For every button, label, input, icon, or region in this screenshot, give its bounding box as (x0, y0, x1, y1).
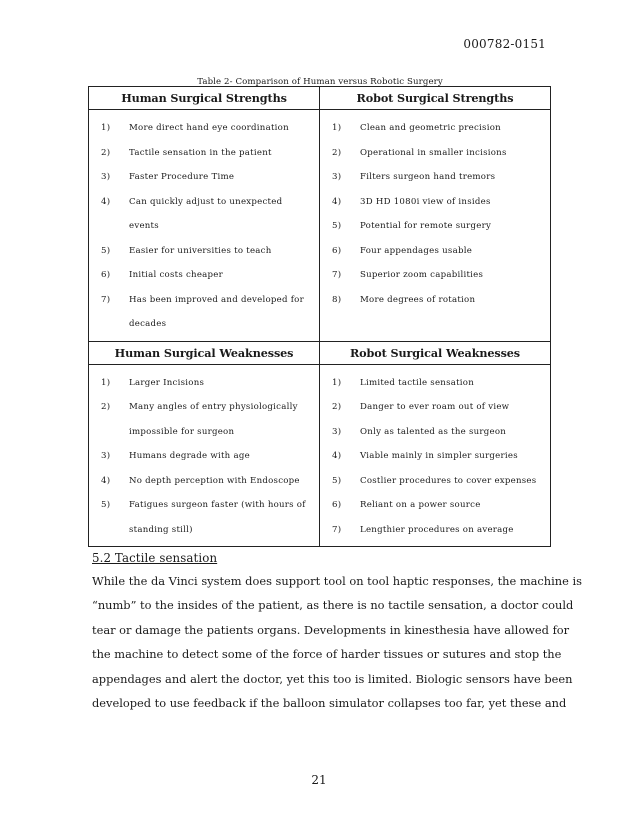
robot-weaknesses-header: Robot Surgical Weaknesses (320, 341, 551, 364)
list-item: 7) Lengthier procedures on average (332, 524, 514, 535)
list-item: 1) Limited tactile sensation (332, 377, 475, 388)
human-strengths-cell (89, 110, 320, 342)
list-item: 2) Many angles of entry physiologically impossible for surgeon (101, 402, 298, 437)
human-weaknesses-header: Human Surgical Weaknesses (89, 341, 320, 364)
human-strengths-list (89, 110, 319, 341)
list-item: 4) No depth perception with Endoscope (101, 475, 300, 486)
list-item: 6) Reliant on a power source (332, 500, 481, 510)
list-item: 1) More direct hand eye coordination (101, 123, 289, 133)
paragraph-line: While the da Vinci system does support tool on tool haptic responses, the machine is (92, 574, 582, 588)
paragraph-line: appendages and alert the doctor, yet this too is limited. Biologic sensors have been (92, 671, 573, 686)
list-item: 3) Humans degrade with age (101, 451, 250, 461)
robot-strengths-cell (320, 110, 551, 342)
robot-strengths-header: Robot Surgical Strengths (320, 87, 551, 110)
weaknesses-header-row (89, 341, 551, 364)
list-item: 7) Has been improved and developed for decades (101, 294, 304, 329)
human-weaknesses-list (89, 365, 319, 547)
paragraph-line: “numb” to the insides of the patient, as there is no tactile sensation, a doctor could (92, 598, 574, 613)
paragraph-line: the machine to detect some of the force of harder tissues or sutures and stop the (92, 647, 562, 662)
page-number: 21 (311, 773, 327, 787)
body-paragraph (92, 569, 582, 715)
strengths-body-row (89, 110, 551, 342)
list-item: 5) Fatigues surgeon faster (with hours of standing still) (101, 500, 306, 535)
strengths-header-row (89, 87, 551, 110)
weaknesses-body-row (89, 364, 551, 547)
list-item: 2) Operational in smaller incisions (332, 147, 507, 158)
document-id: 000782-0151 (463, 37, 546, 51)
list-item: 2) Danger to ever roam out of view (332, 402, 510, 412)
robot-weaknesses-list (320, 365, 550, 547)
robot-strengths-list (320, 110, 550, 316)
comparison-table (88, 86, 551, 547)
list-item: 7) Superior zoom capabilities (332, 270, 484, 280)
list-item: 3) Filters surgeon hand tremors (332, 172, 496, 182)
list-item: 6) Four appendages usable (332, 245, 473, 256)
list-item: 4) Viable mainly in simpler surgeries (332, 451, 518, 461)
list-item: 4) 3D HD 1080i view of insides (332, 196, 491, 207)
list-item: 6) Initial costs cheaper (101, 270, 223, 280)
human-strengths-header: Human Surgical Strengths (89, 87, 320, 110)
section-heading: 5.2 Tactile sensation (92, 551, 218, 565)
robot-weaknesses-cell (320, 364, 551, 547)
human-weaknesses-cell (89, 364, 320, 547)
table-caption: Table 2- Comparison of Human versus Robotic Surgery (197, 77, 443, 87)
list-item: 5) Potential for remote surgery (332, 221, 492, 231)
list-item: 2) Tactile sensation in the patient (101, 147, 272, 158)
list-item: 3) Faster Procedure Time (101, 172, 235, 182)
list-item: 4) Can quickly adjust to unexpected events (101, 196, 283, 231)
list-item: 3) Only as talented as the surgeon (332, 426, 507, 437)
list-item: 8) More degrees of rotation (332, 294, 476, 305)
list-item: 1) Larger Incisions (101, 377, 205, 388)
paragraph-line: tear or damage the patients organs. Developments in kinesthesia have allowed for (92, 622, 570, 637)
paragraph-line: developed to use feedback if the balloon simulator collapses too far, yet these and (92, 696, 567, 711)
list-item: 5) Easier for universities to teach (101, 245, 272, 256)
list-item: 5) Costlier procedures to cover expenses (332, 475, 537, 486)
list-item: 1) Clean and geometric precision (332, 123, 501, 133)
